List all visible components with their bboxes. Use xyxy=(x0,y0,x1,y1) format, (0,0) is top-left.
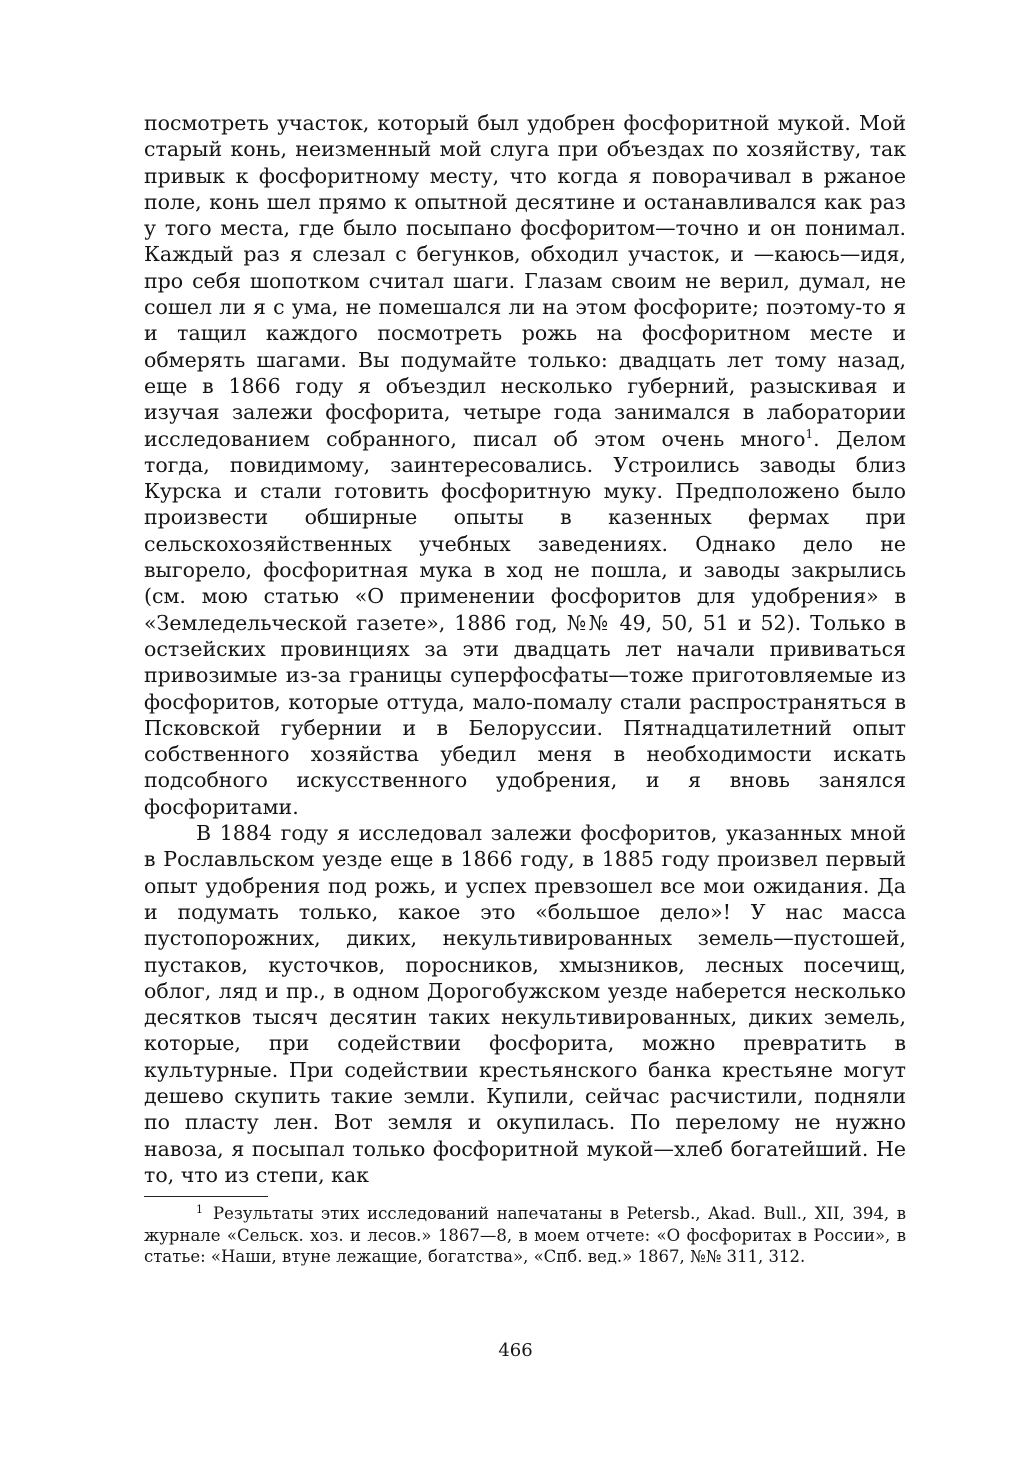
paragraph-1-text-after: . Делом тогда, повидимому, заинтересовались. Устроились заводы близ Курска и стали готовить фосфоритную муку. Предположено было произвести обширные опыты в казенных фермах при сельскохозяйственных учебных заведениях. Однако дело не выгорело, фосфоритная мука в ход не пошла, и заводы закрылись (см. мою статью «О применении фосфоритов для удобрения» в «Земледельческой газете», 1886 год, №№ 49, 50, 51 и 52). Только в остзейских провинциях за эти двадцать лет начали прививаться привозимые из-за границы суперфосфаты—тоже приготовляемые из фосфоритов, которые оттуда, мало-помалу стали распространяться в Псковской губернии и в Белоруссии. Пятнадцатилетний опыт собственного хозяйства убедил меня в необходимости искать подсобного искусственного удобрения, и я вновь занялся фосфоритами. xyxy=(144,426,906,819)
paragraph-1-text-before: посмотреть участок, который был удобрен фосфоритной мукой. Мой старый конь, неизменный мой слуга при объездах по хозяйству, так привык к фосфоритному месту, что когда я поворачивал в ржаное поле, конь шел прямо к опытной десятине и останавливался как раз у того места, где было посыпано фосфоритом—точно и он понимал. Каждый раз я слезал с бегунков, обходил участок, и —каюсь—идя, про себя шопотком считал шаги. Глазам своим не верил, думал, не сошел ли я с ума, не помешался ли на этом фосфорите; поэтому-то я и тащил каждого посмотреть рожь на фосфоритном месте и обмерять шагами. Вы подумайте только: двадцать лет тому назад, еще в 1866 году я объездил несколько губерний, разыскивая и изучая залежи фосфорита, четыре года занимался в лаборатории исследованием собранного, писал об этом очень много xyxy=(144,111,906,451)
paragraph-1 xyxy=(144,110,906,820)
page-content xyxy=(144,110,906,1268)
body-text xyxy=(144,110,906,1188)
footnote-reference: 1 xyxy=(805,426,814,441)
footnote-divider xyxy=(144,1196,268,1197)
footnote-mark: 1 xyxy=(196,1202,203,1216)
paragraph-2: В 1884 году я исследовал залежи фосфоритов, указанных мной в Рославльском уезде еще в 1866 году, в 1885 году произвел первый опыт удобрения под рожь, и успех превзошел все мои ожидания. Да и подумать только, какое это «большое дело»! У нас масса пустопорожних, диких, некультивированных земель—пустошей, пустаков, кусточков, поросников, хмызников, лесных посечищ, облог, ляд и пр., в одном Дорогобужском уезде наберется несколько десятков тысяч десятин таких некультивированных, диких земель, которые, при содействии фосфорита, можно превратить в культурные. При содействии крестьянского банка крестьяне могут дешево скупить такие земли. Купили, сейчас расчистили, подняли по пласту лен. Вот земля и окупилась. По перелому не нужно навоза, я посыпал только фосфоритной мукой—хлеб богатейший. Не то, что из степи, как xyxy=(144,821,906,1187)
footnote-text: Результаты этих исследований напечатаны в Petersb., Akad. Bull., XII, 394, в журнале «Сельск. хоз. и лесов.» 1867—8, в моем отчете: «О фосфоритах в России», в статье: «Наши, втуне лежащие, богатства», «Спб. вед.» 1867, №№ 311, 312. xyxy=(144,1204,906,1267)
footnote xyxy=(144,1203,906,1268)
page-number: 466 xyxy=(498,1340,533,1361)
